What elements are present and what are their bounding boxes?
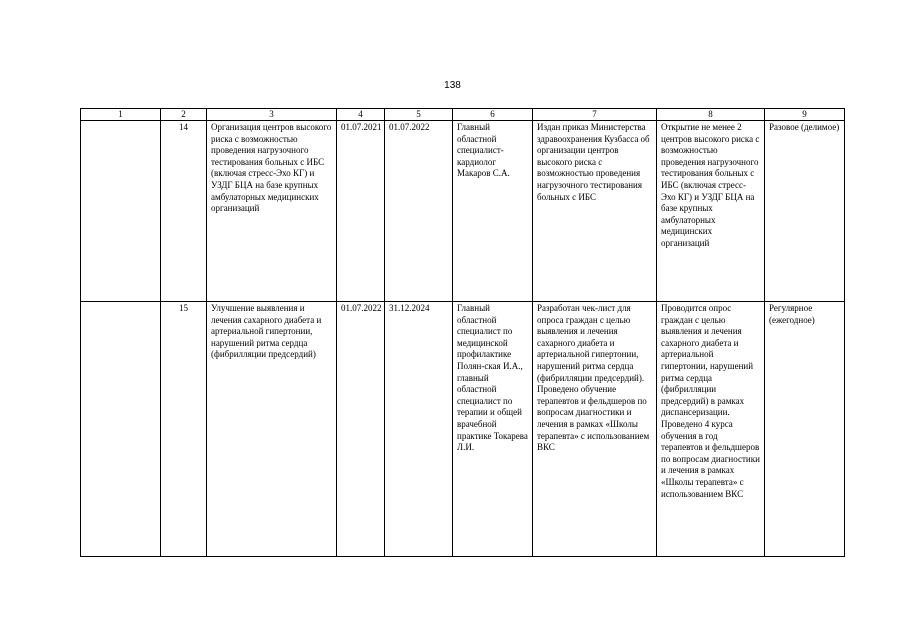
activities-table	[80, 108, 845, 557]
column-header: 7	[533, 109, 657, 121]
column-header: 4	[337, 109, 385, 121]
cell-result: Разработан чек-лист для опроса граждан с целью выявления и лечения сахарного диабета и артериальной гипертонии, нарушений ритма сердца (фибрилляции предсердий). Проведено обучение терапевтов и фельдшеров по вопросам диагностики и лечения в рамках «Школы терапевта» с использованием ВКС	[533, 302, 657, 557]
cell-end-date: 31.12.2024	[385, 302, 453, 557]
cell-type: Регулярное (ежегодное)	[765, 302, 845, 557]
cell-section	[81, 302, 161, 557]
cell-responsible: Главный областной специалист-кардиолог Макаров С.А.	[453, 121, 533, 302]
cell-responsible: Главный областной специалист по медицинской профилактике Полян-ская И.А., главный областной специалист по терапии и общей врачебной практике Токарева Л.И.	[453, 302, 533, 557]
cell-type: Разовое (делимое)	[765, 121, 845, 302]
cell-start-date: 01.07.2021	[337, 121, 385, 302]
column-header: 6	[453, 109, 533, 121]
cell-section	[81, 121, 161, 302]
cell-result: Издан приказ Министерства здравоохранения Кузбасса об организации центров высокого риска с возможностью проведения нагрузочного тестирования больных с ИБС	[533, 121, 657, 302]
column-header: 5	[385, 109, 453, 121]
column-header: 1	[81, 109, 161, 121]
column-header: 8	[657, 109, 765, 121]
cell-indicator: Открытие не менее 2 центров высокого риска с возможностью проведения нагрузочного тестирования больных с ИБС (включая стресс-Эхо КГ) и УЗДГ БЦА на базе крупных амбулаторных медицинских организаций	[657, 121, 765, 302]
cell-start-date: 01.07.2022	[337, 302, 385, 557]
cell-indicator: Проводится опрос граждан с целью выявления и лечения сахарного диабета и артериальной гипертонии, нарушений ритма сердца (фибрилляции предсердий) в рамках диспансеризации. Проведено 4 курса обучения в год терапевтов и фельдшеров по вопросам диагностики и лечения в рамках «Школы терапевта» с использованием ВКС	[657, 302, 765, 557]
page-number: 138	[444, 80, 461, 91]
column-header: 2	[161, 109, 207, 121]
table-header-row	[81, 109, 845, 121]
column-header: 9	[765, 109, 845, 121]
cell-item-number: 15	[161, 302, 207, 557]
cell-activity: Улучшение выявления и лечения сахарного диабета и артериальной гипертонии, нарушений ритма сердца (фибрилляции предсердий)	[207, 302, 337, 557]
table-row	[81, 302, 845, 557]
cell-activity: Организация центров высокого риска с возможностью проведения нагрузочного тестирования больных с ИБС (включая стресс-Эхо КГ) и УЗДГ БЦА на базе крупных амбулаторных медицинских организаций	[207, 121, 337, 302]
table-row	[81, 121, 845, 302]
cell-item-number: 14	[161, 121, 207, 302]
column-header: 3	[207, 109, 337, 121]
cell-end-date: 01.07.2022	[385, 121, 453, 302]
